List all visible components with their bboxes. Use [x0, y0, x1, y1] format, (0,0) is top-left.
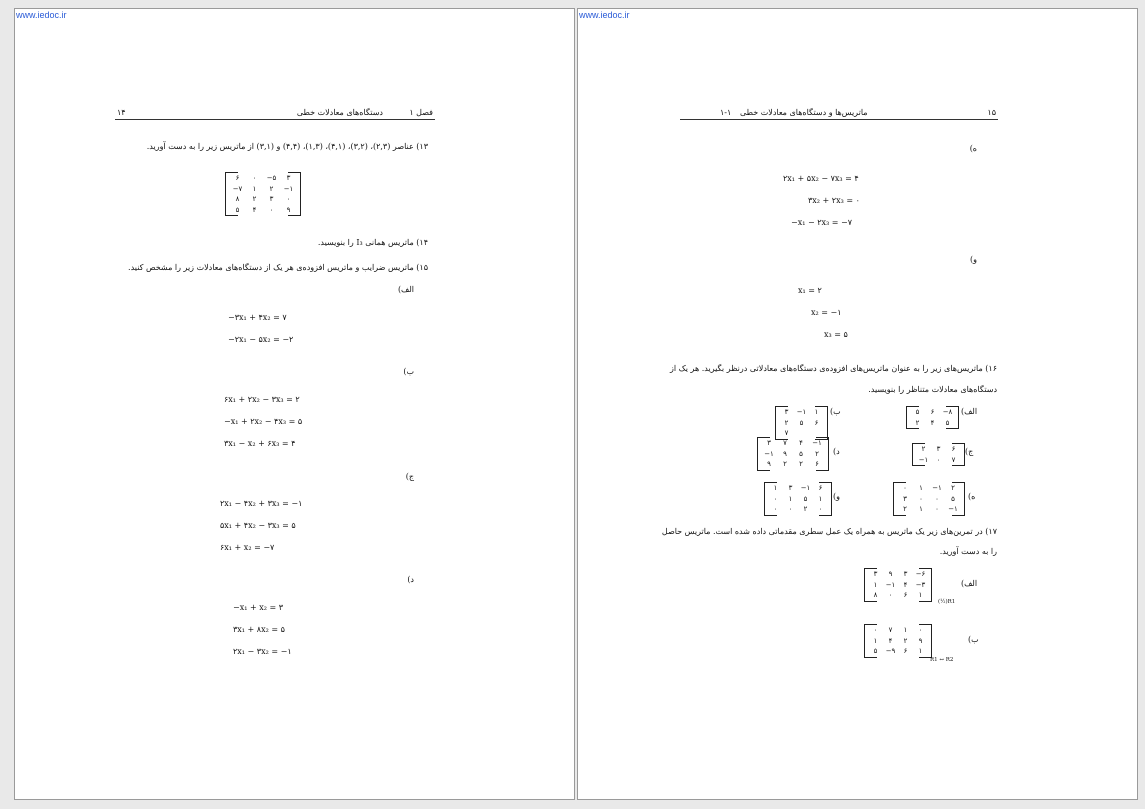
matrix-cell: ۰ [918, 626, 923, 634]
eq-e-1: ۲x₁ + ۵x₂ − ۷x₃ = ۴ [783, 174, 859, 183]
bracket-left [864, 624, 877, 658]
matrix-16a [906, 399, 959, 429]
matrix-cell: −۶ [915, 570, 926, 578]
matrix-cell: ۳ [936, 445, 941, 453]
matrix-cell: ۶ [818, 484, 823, 492]
matrix-cell: ۰ [873, 626, 878, 634]
eq-f-1: x₁ = ۲ [798, 286, 822, 295]
matrix-cell: ۱ [788, 494, 793, 503]
matrix-cell: −۷ [232, 184, 243, 193]
matrix-cell: ۲ [951, 484, 955, 492]
matrix-cell: ۹ [918, 636, 923, 645]
bracket-left [764, 482, 777, 516]
matrix-cell: ۶ [815, 460, 819, 468]
matrix-cell: ۰ [919, 494, 923, 503]
matrix-cell: ۷ [888, 626, 893, 634]
bracket-left [757, 437, 770, 471]
matrix-cell: ۱ [873, 580, 878, 589]
matrix-cell: ۸ [235, 195, 240, 203]
label-c: ج) [405, 472, 414, 481]
matrix-cell: ۲ [799, 460, 803, 468]
matrix-cell: −۱ [283, 184, 294, 193]
matrix-cell: ۲ [903, 505, 907, 513]
matrix-cell: ۷ [951, 455, 956, 464]
matrix-cell: −۳ [915, 580, 926, 589]
matrix-cell: ۴ [903, 580, 908, 589]
running-head [115, 106, 435, 120]
matrix-cell: ۱ [873, 636, 878, 645]
bracket-right [288, 172, 301, 216]
matrix-cell: −۸ [942, 408, 953, 416]
matrix-cell: ۵ [873, 647, 878, 655]
matrix-cell: ۴ [930, 418, 935, 427]
matrix-cell: ۳ [286, 174, 291, 182]
matrix-ex13 [225, 165, 301, 216]
section-title: ماتریس‌ها و دستگاه‌های معادلات خطی [740, 108, 868, 117]
matrix-cell: ۰ [936, 455, 941, 464]
matrix-cell: ۴ [252, 205, 257, 214]
eq-e-2: ۳x₂ + ۲x₃ = ۰ [808, 196, 860, 205]
eq-c-1: ۲x₁ − ۴x₂ + ۳x₃ = −۱ [220, 499, 303, 508]
matrix-cell: ۲ [815, 449, 819, 458]
exercise-16-line2: دستگاه‌های معادلات متناظر را بنویسید. [868, 385, 997, 394]
matrix-cell: −۱ [764, 449, 774, 458]
eq-d-1: −x₁ + x₂ = ۳ [233, 603, 284, 612]
eq-d-3: ۲x₁ − ۳x₂ = −۱ [233, 647, 292, 656]
matrix-cell: ۰ [818, 505, 823, 513]
matrix-cell: ۱ [919, 505, 923, 513]
matrix-cell: ۷ [783, 439, 787, 447]
matrix-cell: ۵ [803, 494, 808, 503]
matrix-cell: ۲ [803, 505, 808, 513]
matrix-cell: −۱ [918, 455, 929, 464]
label-16d: د) [833, 447, 840, 456]
bracket-left [912, 443, 925, 466]
matrix-cell: ۷ [784, 429, 789, 437]
bracket-right [952, 443, 965, 466]
matrix-cell: ۵ [915, 408, 920, 416]
page-number: ۱۴ [117, 108, 126, 117]
matrix-cell: ۲ [252, 195, 257, 203]
matrix-cell: ۴ [888, 636, 893, 645]
bracket-left [906, 406, 919, 429]
left-page [14, 8, 575, 800]
exercise-16-line1: ۱۶) ماتریس‌های زیر را به عنوان ماتریس‌های افزوده‌ی دستگاه‌های معادلاتی درنظر بگیرید. هر یک از [669, 364, 997, 373]
matrix-cell: ۲ [783, 460, 787, 468]
matrix-17b [864, 617, 932, 658]
matrix-cell: ۳ [903, 494, 907, 503]
matrix-cell: ۰ [773, 505, 778, 513]
matrix-cell: ۳ [784, 408, 789, 416]
label-16e: ه) [968, 492, 976, 501]
matrix-cell: ۳ [903, 570, 908, 578]
bracket-right [946, 406, 959, 429]
label-16f: و) [833, 492, 840, 501]
matrix-cell: −۱ [948, 505, 958, 513]
matrix-cell: ۱ [903, 626, 908, 634]
running-head [680, 106, 998, 120]
eq-b-2: −x₁ + ۲x₂ − ۴x₃ = ۵ [224, 417, 303, 426]
eq-c-3: ۶x₁ + x₂ = −۷ [220, 543, 275, 552]
chapter-title: فصل ۱ [409, 108, 433, 117]
label-17a: الف) [961, 579, 978, 588]
exercise-17-line2: را به دست آورید. [939, 547, 997, 556]
matrix-cell: ۶ [903, 647, 908, 655]
matrix-cell: ۶ [814, 418, 819, 427]
matrix-cell: ۵ [945, 418, 950, 427]
matrix-cell: ۵ [799, 449, 803, 458]
matrix-cell: −۱ [800, 484, 811, 492]
bracket-left [864, 568, 877, 602]
eq-b-3: ۳x₁ − x₂ + ۶x₃ = ۴ [224, 439, 296, 448]
section-title: دستگاه‌های معادلات خطی [296, 108, 383, 117]
bracket-right [816, 437, 829, 471]
label-f: و) [970, 255, 977, 264]
matrix-cell: ۱ [814, 408, 819, 416]
bracket-left [893, 482, 906, 516]
eq-c-2: ۵x₁ + ۴x₂ − ۳x₃ = ۵ [220, 521, 296, 530]
matrix-16d [757, 430, 829, 471]
matrix-cell: ۳ [767, 439, 771, 447]
exercise-13: ۱۳) عناصر (۲,۳)، (۳,۲)، (۴,۱)، (۱,۳)، (۴,۴) و (۳,۱) از ماتریس زیر را به دست آورید. [146, 142, 428, 151]
matrix-cell: ۵ [951, 494, 955, 503]
bracket-right [819, 482, 832, 516]
matrix-cell: ۱ [918, 591, 923, 599]
label-16a: الف) [961, 407, 978, 416]
matrix-16c [912, 436, 965, 466]
matrix-cell: ۹ [767, 460, 771, 468]
exercise-14: ۱۴) ماتریس همانی I₃ را بنویسید. [317, 238, 428, 247]
matrix-cell: −۱ [812, 439, 822, 447]
row-operation-17b: R1 ↔ R2 [930, 657, 954, 663]
eq-e-3: −x₁ − ۲x₃ = −۷ [791, 218, 853, 227]
matrix-cell: ۱ [818, 494, 823, 503]
matrix-cell: ۰ [252, 174, 257, 182]
exercise-15: ۱۵) ماتریس ضرایب و ماتریس افزوده‌ی هر یک از دستگاه‌های معادلات زیر را مشخص کنید. [128, 263, 428, 272]
matrix-cell: ۲ [784, 418, 789, 427]
matrix-cell: ۹ [783, 449, 787, 458]
matrix-cell: ۵ [799, 418, 804, 427]
eq-f-2: x₂ = −۱ [811, 308, 842, 317]
matrix-cell: ۹ [888, 570, 893, 578]
label-d: د) [407, 575, 414, 584]
bracket-right [919, 624, 932, 658]
site-link[interactable]: www.iedoc.ir [16, 10, 67, 20]
matrix-cell: −۱ [885, 580, 896, 589]
matrix-cell: ۶ [903, 591, 908, 599]
label-16c: ج) [965, 447, 974, 456]
matrix-16e [893, 475, 965, 516]
matrix-cell: ۱ [252, 184, 257, 193]
bracket-right [952, 482, 965, 516]
matrix-cell: ۶ [235, 174, 240, 182]
matrix-cell: ۰ [773, 494, 778, 503]
matrix-cell: −۱ [932, 484, 942, 492]
label-e: ه) [969, 144, 977, 153]
matrix-cell: ۰ [903, 484, 907, 492]
matrix-cell: ۲ [903, 636, 908, 645]
right-page [577, 8, 1138, 800]
eq-a-1: −۳x₁ + ۴x₂ = ۷ [228, 313, 287, 322]
eq-d-2: ۳x₁ + ۸x₂ = ۵ [233, 625, 285, 634]
matrix-cell: ۵ [235, 205, 240, 214]
matrix-cell: ۳ [269, 195, 274, 203]
matrix-cell: ۰ [286, 195, 291, 203]
page-number: ۱۵ [987, 108, 996, 117]
matrix-cell: −۵ [266, 174, 277, 182]
matrix-cell: ۳ [788, 484, 793, 492]
row-operation-17a: (½)R1 [938, 599, 956, 605]
matrix-cell: ۱ [919, 484, 923, 492]
matrix-cell: ۰ [888, 591, 893, 599]
matrix-cell: −۱ [796, 408, 807, 416]
matrix-17a [864, 561, 932, 602]
eq-a-2: −۲x₁ − ۵x₂ = −۲ [228, 335, 294, 344]
matrix-cell: ۲ [921, 445, 926, 453]
matrix-cell: ۹ [286, 205, 291, 214]
matrix-cell: ۰ [788, 505, 793, 513]
matrix-cell: ۶ [930, 408, 935, 416]
matrix-cell: ۱ [918, 647, 923, 655]
matrix-cell: ۲ [915, 418, 920, 427]
matrix-cell: ۰ [935, 505, 939, 513]
matrix-cell: ۸ [873, 591, 878, 599]
label-16b: ب) [830, 407, 841, 416]
matrix-cell: ۰ [269, 205, 274, 214]
label-17b: ب) [968, 635, 979, 644]
eq-f-3: x₃ = ۵ [824, 330, 848, 339]
section-number: ۱-۱ [720, 108, 732, 117]
eq-b-1: ۶x₁ + ۲x₂ − ۳x₃ = ۲ [224, 395, 300, 404]
label-b: ب) [403, 367, 414, 376]
matrix-cell: ۲ [269, 184, 274, 193]
bracket-right [919, 568, 932, 602]
matrix-cell: ۳ [873, 570, 878, 578]
exercise-17-line1: ۱۷) در تمرین‌های زیر یک ماتریس به همراه یک عمل سطری مقدماتی داده شده است. ماتریس حاصل [661, 527, 997, 536]
matrix-16f [764, 475, 832, 516]
matrix-cell: ۰ [935, 494, 939, 503]
site-link[interactable]: www.iedoc.ir [579, 10, 630, 20]
matrix-cell: ۱ [773, 484, 778, 492]
bracket-left [225, 172, 238, 216]
matrix-cell: ۴ [799, 439, 803, 447]
matrix-cell: −۹ [885, 647, 896, 655]
matrix-cell: ۶ [951, 445, 956, 453]
label-a: الف) [397, 285, 414, 294]
